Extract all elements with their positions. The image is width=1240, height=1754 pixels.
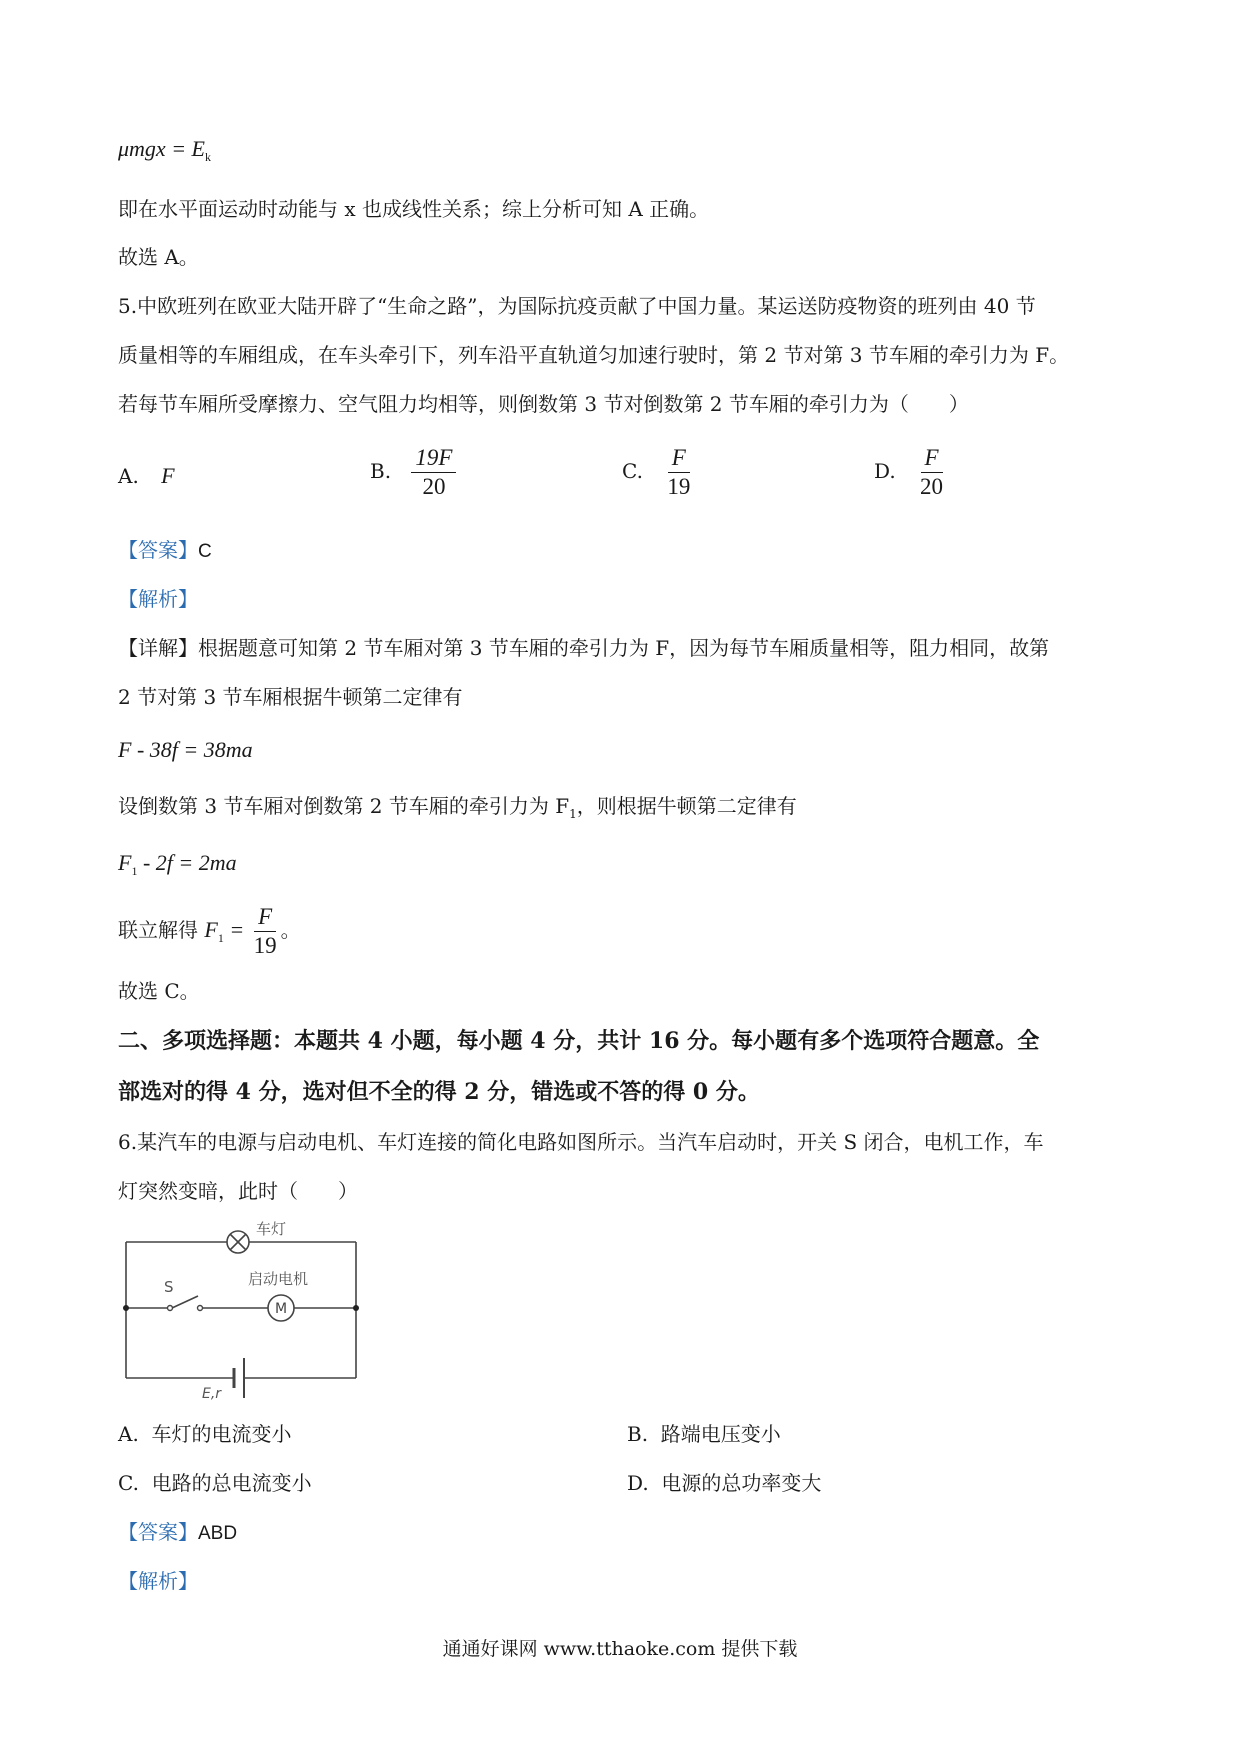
q6-stem-line-1: 6.某汽车的电源与启动电机、车灯连接的简化电路如图所示。当汽车启动时，开关 S 闭合，电机工作，车 xyxy=(118,1130,1044,1154)
motor-symbol: M xyxy=(274,1301,288,1317)
q5-analysis-heading: 【解析】 xyxy=(118,587,198,611)
q5-answer: 【答案】C xyxy=(118,538,212,562)
q5-detail-line-2: 2 节对第 3 节车厢根据牛顿第二定律有 xyxy=(118,685,463,709)
q5-stem-line-1: 5.中欧班列在欧亚大陆开辟了“生命之路”，为国际抗疫贡献了中国力量。某运送防疫物资的班列由 40 节 xyxy=(118,294,1036,318)
fraction-19f-20: $\frac{19F}{20}$ xyxy=(411,444,456,501)
fraction-f-20: $\frac{F}{20}$ xyxy=(920,445,944,499)
q6-option-a: A. 车灯的电流变小 xyxy=(118,1422,292,1446)
section-2-heading-line-1: 二、多项选择题：本题共 4 小题，每小题 4 分，共计 16 分。每小题有多个选项符合题意。全 xyxy=(118,1028,1040,1054)
q5-option-b: B. $\frac{19F}{20}$ xyxy=(370,444,456,501)
q5-detail-line-1: 【详解】根据题意可知第 2 节车厢对第 3 节车厢的牵引力为 F，因为每节车厢质量相等，阻力相同，故第 xyxy=(118,636,1050,660)
fraction-f-19: $\frac{F}{19}$ xyxy=(667,445,691,499)
q6-answer: 【答案】ABD xyxy=(118,1520,238,1544)
q5-stem-line-3: 若每节车厢所受摩擦力、空气阻力均相等，则倒数第 3 节对倒数第 2 节车厢的牵引力为（ ） xyxy=(118,392,969,416)
q6-option-b: B. 路端电压变小 xyxy=(627,1422,781,1446)
q6-option-d: D. 电源的总功率变大 xyxy=(627,1471,822,1495)
q5-equation-1: F - 38f = 38ma xyxy=(118,737,253,762)
lamp-label: 车灯 xyxy=(256,1220,287,1238)
q5-option-c: C. $\frac{F}{19}$ xyxy=(622,444,694,501)
q6-stem-line-2: 灯突然变暗，此时（ ） xyxy=(118,1179,358,1203)
analysis-line: 即在水平面运动时动能与 x 也成线性关系；综上分析可知 A 正确。 xyxy=(118,197,710,221)
q5-equation-2: $F_1 - 2f = 2ma$ xyxy=(118,850,237,878)
switch-blade xyxy=(172,1296,198,1308)
conclusion-line: 故选 A。 xyxy=(118,245,199,269)
page-footer: 通通好课网 www.tthaoke.com 提供下载 xyxy=(442,1638,798,1660)
equation-kinetic-energy: $\mu mgx = E_k$ xyxy=(118,136,211,164)
battery-label: E,r xyxy=(202,1386,222,1402)
q6-analysis-heading: 【解析】 xyxy=(118,1569,198,1593)
q5-option-a: A. F xyxy=(118,463,175,488)
q5-solution: 联立解得 $F_1$ = $\frac{F}{19}$ 。 xyxy=(118,904,301,958)
q5-detail-line-3: 设倒数第 3 节车厢对倒数第 2 节车厢的牵引力为 $F_1$，则根据牛顿第二定律有 xyxy=(118,794,797,821)
fraction-f-19-solution: $\frac{F}{19}$ xyxy=(253,904,277,958)
q5-option-d: D. $\frac{F}{20}$ xyxy=(874,444,947,501)
switch-label: S xyxy=(164,1278,174,1296)
motor-label: 启动电机 xyxy=(248,1270,309,1288)
q5-conclusion: 故选 C。 xyxy=(118,979,200,1003)
section-2-heading-line-2: 部选对的得 4 分，选对但不全的得 2 分，错选或不答的得 0 分。 xyxy=(118,1079,760,1105)
circuit-diagram xyxy=(118,1212,368,1402)
q6-option-c: C. 电路的总电流变小 xyxy=(118,1471,312,1495)
q5-stem-line-2: 质量相等的车厢组成，在车头牵引下，列车沿平直轨道匀加速行驶时，第 2 节对第 3 节车厢的牵引力为 F。 xyxy=(118,343,1070,367)
